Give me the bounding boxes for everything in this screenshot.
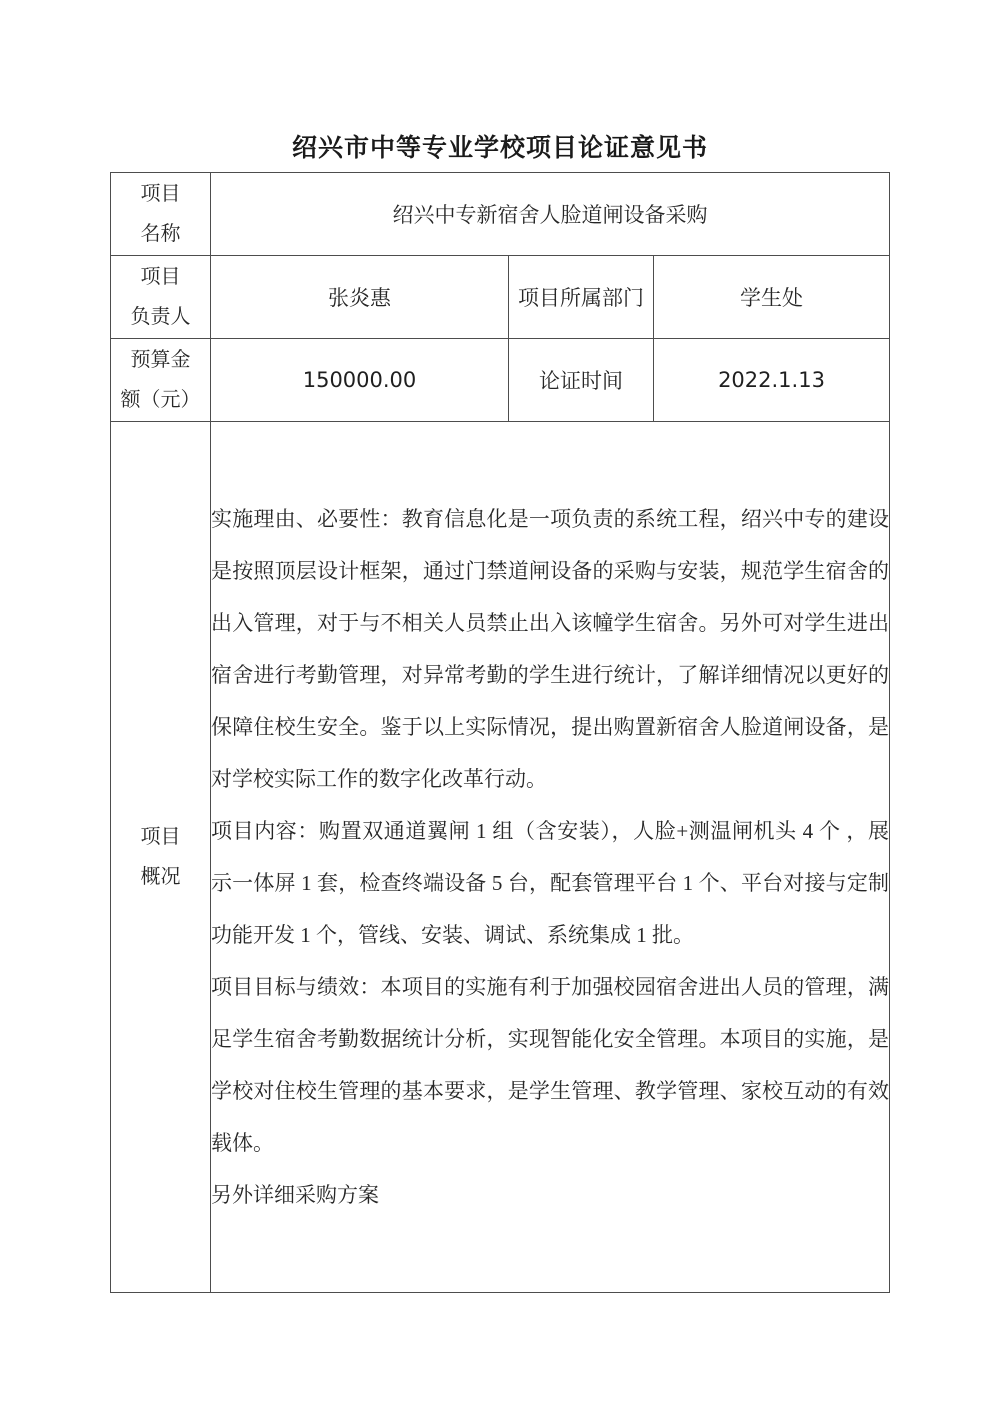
overview-paragraph: 项目目标与绩效：本项目的实施有利于加强校园宿舍进出人员的管理，满足学生宿舍考勤数据统计分析，实现智能化安全管理。本项目的实施，是学校对住校生管理的基本要求，是学生管理、教学管理、家校互动的有效载体。: [211, 975, 890, 1155]
project-name-value: 绍兴中专新宿舍人脸道闸设备采购: [211, 173, 890, 256]
row-project-leader: [111, 256, 890, 339]
overview-paragraph: 项目内容：购置双通道翼闸 1 组（含安装），人脸+测温闸机头 4 个 ，展示一体屏 1 套，检查终端设备 5 台，配套管理平台 1 个、平台对接与定制功能开发 1 个，管线、安装、调试、系统集成 1 批。: [211, 819, 890, 947]
budget-value: 150000.00: [211, 339, 509, 422]
review-time-value: 2022.1.13: [654, 339, 890, 422]
budget-label-line2: 额（元）: [120, 389, 201, 411]
budget-label-line1: 预算金: [130, 349, 191, 371]
project-name-label: [111, 173, 211, 256]
department-label: 项目所属部门: [509, 256, 654, 339]
budget-label: [111, 339, 211, 422]
overview-content: [211, 422, 890, 1293]
overview-label-line1: 项目: [140, 826, 181, 848]
row-overview: [111, 422, 890, 1293]
row-budget: [111, 339, 890, 422]
overview-paragraph: 另外详细采购方案: [211, 1183, 379, 1207]
project-leader-label-line2: 负责人: [130, 306, 191, 328]
project-leader-value: 张炎惠: [211, 256, 509, 339]
review-time-label: 论证时间: [509, 339, 654, 422]
project-name-label-line2: 名称: [140, 223, 181, 245]
project-leader-label: [111, 256, 211, 339]
department-value: 学生处: [654, 256, 890, 339]
row-project-name: [111, 173, 890, 256]
page-title: 绍兴市中等专业学校项目论证意见书: [291, 134, 708, 162]
project-leader-label-line1: 项目: [140, 266, 181, 288]
overview-label-line2: 概况: [140, 866, 181, 888]
form-table: [110, 172, 890, 1293]
overview-label: [111, 422, 211, 1293]
overview-paragraph: 实施理由、必要性：教育信息化是一项负责的系统工程，绍兴中专的建设是按照顶层设计框架，通过门禁道闸设备的采购与安装，规范学生宿舍的出入管理，对于与不相关人员禁止出入该幢学生宿舍。另外可对学生进出宿舍进行考勤管理，对异常考勤的学生进行统计，了解详细情况以更好的保障住校生安全。鉴于以上实际情况，提出购置新宿舍人脸道闸设备，是对学校实际工作的数字化改革行动。: [211, 507, 890, 791]
project-name-label-line1: 项目: [140, 183, 181, 205]
